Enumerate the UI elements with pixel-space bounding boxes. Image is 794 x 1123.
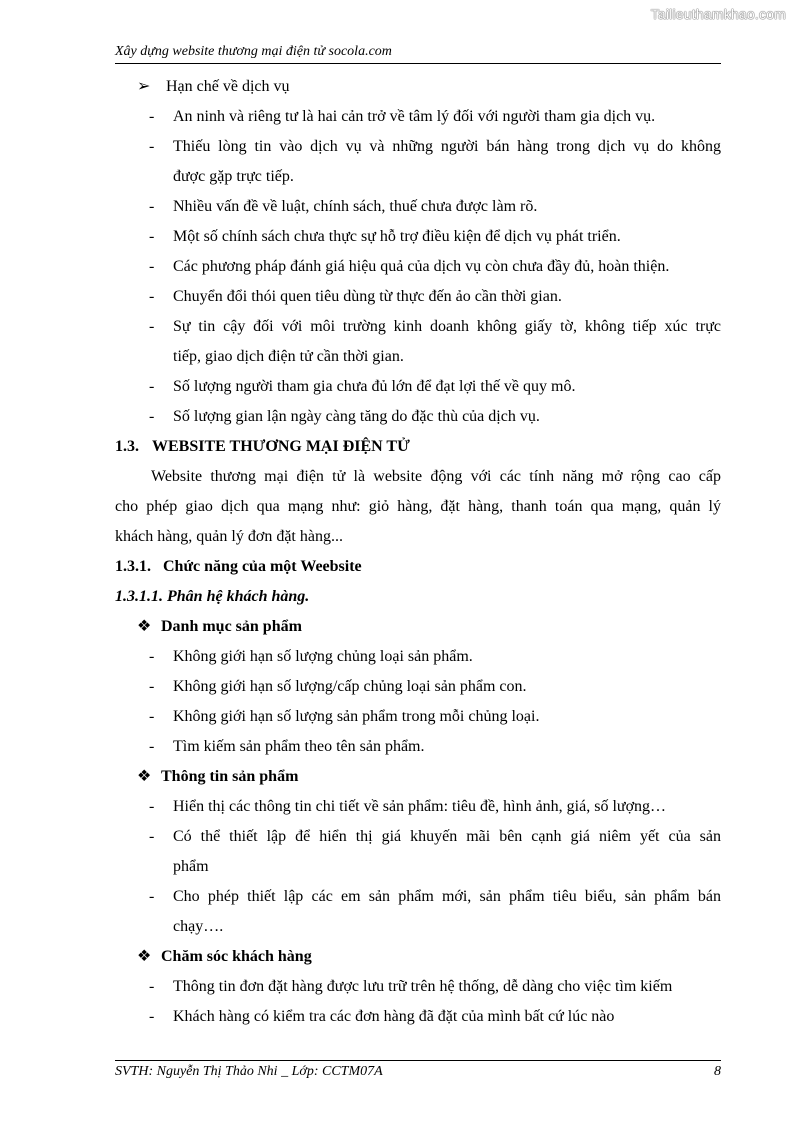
- paragraph-line: Website thương mại điện tử là website động với các tính năng mở rộng cao cấp: [151, 468, 721, 485]
- list-item-text: Không giới hạn số lượng sản phẩm trong mỗi chủng loại.: [173, 708, 540, 725]
- dash-bullet-icon: -: [149, 258, 155, 275]
- list-item: [115, 732, 721, 762]
- dash-bullet-icon: -: [149, 1008, 155, 1025]
- dash-bullet-icon: -: [149, 138, 155, 155]
- list-item-text: Nhiều vấn đề về luật, chính sách, thuế chưa được làm rõ.: [173, 198, 538, 215]
- diamond-bullet-icon: ❖: [137, 768, 152, 785]
- dash-bullet-icon: -: [149, 828, 155, 845]
- function-groups: [115, 612, 721, 1032]
- section-heading-website: 1.3. WEBSITE THƯƠNG MẠI ĐIỆN TỬ: [115, 438, 410, 455]
- list-item-text: An ninh và riêng tư là hai cản trở về tâm lý đối với người tham gia dịch vụ.: [173, 108, 656, 125]
- subheading-customer-module: 1.3.1.1. Phân hệ khách hàng.: [115, 588, 310, 605]
- list-item-text: Một số chính sách chưa thực sự hỗ trợ điều kiện để dịch vụ phát triển.: [173, 228, 621, 245]
- list-item-continuation: được gặp trực tiếp.: [173, 168, 294, 185]
- watermark: Tailieuthamkhao.com: [650, 6, 786, 22]
- diamond-bullet-icon: ❖: [137, 618, 152, 635]
- list-item: [115, 222, 721, 252]
- list-item-text: Thông tin đơn đặt hàng được lưu trữ trên hệ thống, dễ dàng cho việc tìm kiếm: [173, 978, 673, 995]
- footer-divider: [115, 1060, 721, 1061]
- list-item-text: Số lượng người tham gia chưa đủ lớn để đạt lợi thế về quy mô.: [173, 378, 576, 395]
- group-heading: [115, 942, 721, 972]
- list-item-text: Các phương pháp đánh giá hiệu quả của dịch vụ còn chưa đầy đủ, hoàn thiện.: [173, 258, 670, 275]
- list-item: [115, 372, 721, 402]
- dash-bullet-icon: -: [149, 228, 155, 245]
- list-item: [115, 1002, 721, 1032]
- list-item-text: Không giới hạn số lượng/cấp chủng loại sản phẩm con.: [173, 678, 527, 695]
- list-item: [115, 702, 721, 732]
- list-item: [115, 132, 721, 162]
- list-item-text: Số lượng gian lận ngày càng tăng do đặc thù của dịch vụ.: [173, 408, 540, 425]
- list-item: [115, 312, 721, 342]
- dash-bullet-icon: -: [149, 198, 155, 215]
- dash-bullet-icon: -: [149, 678, 155, 695]
- list-item: [115, 882, 721, 912]
- dash-bullet-icon: -: [149, 108, 155, 125]
- list-item: [115, 402, 721, 432]
- page-number: 8: [714, 1064, 721, 1079]
- group-title: Thông tin sản phẩm: [161, 768, 299, 785]
- dash-bullet-icon: -: [149, 648, 155, 665]
- list-item: [115, 102, 721, 132]
- page-footer: [115, 1064, 721, 1080]
- list-item: [115, 282, 721, 312]
- list-item: [115, 822, 721, 852]
- dash-bullet-icon: -: [149, 738, 155, 755]
- page-header: Xây dựng website thương mại điện tử socola.com: [115, 44, 392, 59]
- dash-bullet-icon: -: [149, 888, 155, 905]
- dash-bullet-icon: -: [149, 978, 155, 995]
- header-divider: [115, 63, 721, 64]
- diamond-bullet-icon: ❖: [137, 948, 152, 965]
- page-content: [115, 72, 721, 1032]
- list-item: [115, 192, 721, 222]
- section-heading-functions: 1.3.1. Chức năng của một Weebsite: [115, 558, 362, 575]
- list-item: [115, 252, 721, 282]
- list-item-text: Thiếu lòng tin vào dịch vụ và những người bán hàng trong dịch vụ do không: [173, 138, 721, 155]
- dash-bullet-icon: -: [149, 318, 155, 335]
- dash-bullet-icon: -: [149, 288, 155, 305]
- limitations-list: [115, 102, 721, 432]
- list-item-text: Không giới hạn số lượng chủng loại sản phẩm.: [173, 648, 473, 665]
- list-item-continuation: tiếp, giao dịch điện tử cần thời gian.: [173, 348, 404, 365]
- list-item-text: Sự tin cậy đối với môi trường kinh doanh không giấy tờ, không tiếp xúc trực: [173, 318, 721, 335]
- group-title: Danh mục sản phẩm: [161, 618, 302, 635]
- list-item-continuation: phẩm: [173, 858, 209, 875]
- group-heading: [115, 762, 721, 792]
- dash-bullet-icon: -: [149, 708, 155, 725]
- group-heading: [115, 612, 721, 642]
- website-paragraph: [115, 462, 721, 552]
- list-item-text: Hiển thị các thông tin chi tiết về sản phẩm: tiêu đề, hình ảnh, giá, số lượng…: [173, 798, 667, 815]
- list-item: [115, 672, 721, 702]
- list-item-text: Cho phép thiết lập các em sản phẩm mới, sản phẩm tiêu biểu, sản phẩm bán: [173, 888, 721, 905]
- list-item: [115, 792, 721, 822]
- list-item-text: Có thể thiết lập để hiển thị giá khuyến mãi bên cạnh giá niêm yết của sản: [173, 828, 721, 845]
- list-item-text: Chuyển đổi thói quen tiêu dùng từ thực đến ảo cần thời gian.: [173, 288, 562, 305]
- paragraph-line: cho phép giao dịch qua mạng như: giỏ hàng, đặt hàng, thanh toán qua mạng, quản lý: [115, 498, 721, 515]
- dash-bullet-icon: -: [149, 408, 155, 425]
- paragraph-line: khách hàng, quản lý đơn đặt hàng...: [115, 528, 343, 545]
- group-title: Chăm sóc khách hàng: [161, 948, 312, 965]
- list-item-text: Khách hàng có kiểm tra các đơn hàng đã đặt của mình bất cứ lúc nào: [173, 1008, 615, 1025]
- list-item: [115, 972, 721, 1002]
- dash-bullet-icon: -: [149, 798, 155, 815]
- list-item-continuation: chạy….: [173, 918, 224, 935]
- list-item-text: Tìm kiếm sản phẩm theo tên sản phẩm.: [173, 738, 425, 755]
- list-item: [115, 642, 721, 672]
- arrow-bullet-icon: ➢: [137, 78, 151, 95]
- section-heading-limitations: ➢ Hạn chế về dịch vụ: [115, 72, 721, 102]
- footer-student: SVTH: Nguyễn Thị Thảo Nhi _ Lớp: CCTM07A: [115, 1064, 383, 1079]
- dash-bullet-icon: -: [149, 378, 155, 395]
